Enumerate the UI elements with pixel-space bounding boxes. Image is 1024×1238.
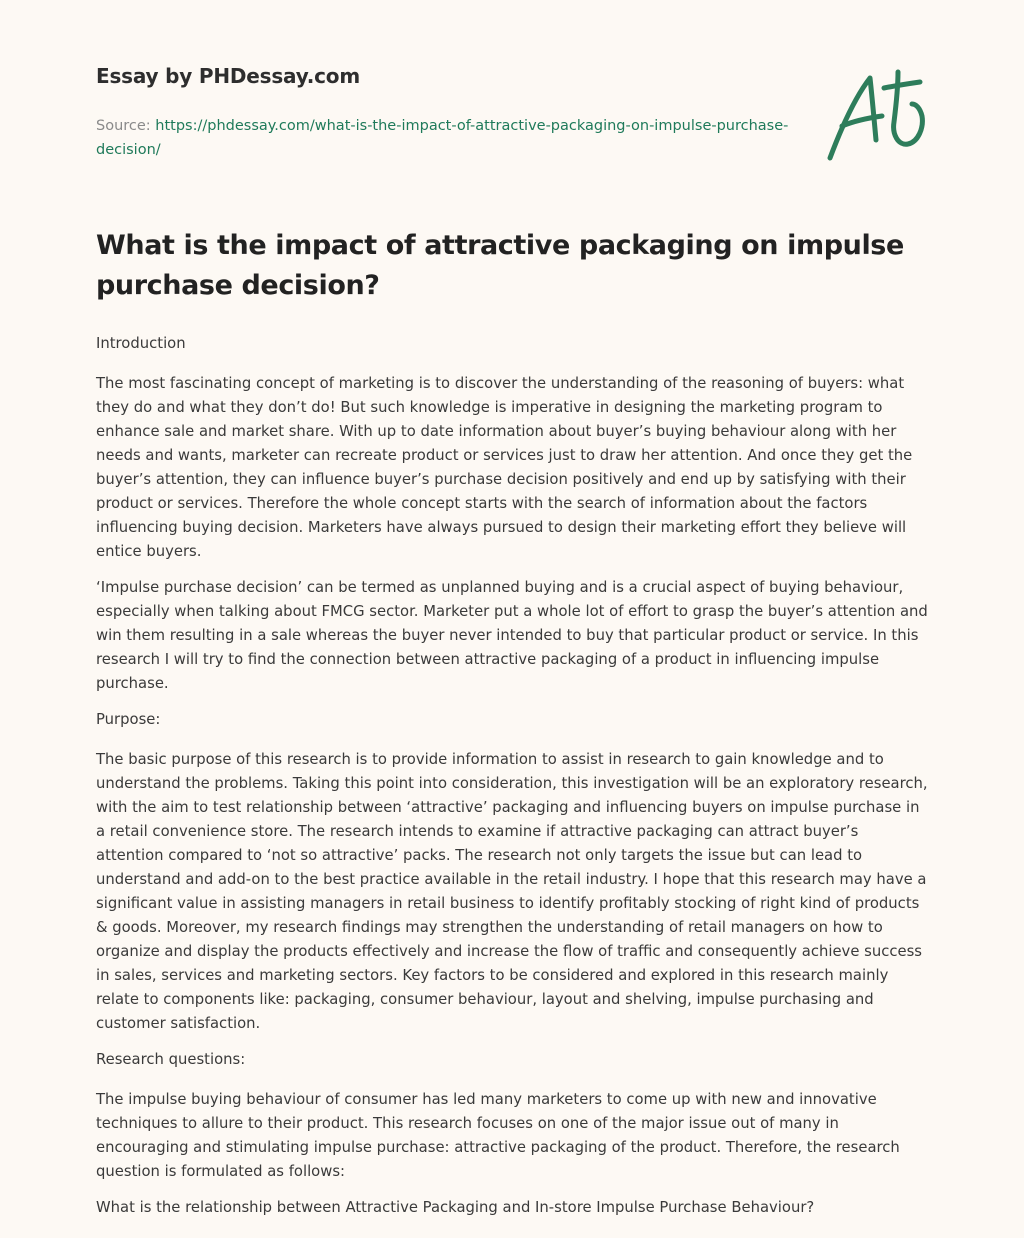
paragraph-impulse-purchase: ‘Impulse purchase decision’ can be termed as unplanned buying and is a crucial aspect of buying behaviour, especially when talking about FMCG sector. Marketer put a whole lot of effort to grasp the buyer’s attention and win them resulting in a sale whereas the buyer never intended to buy that particular product or service. In this research I will try to find the connection between attractive packaging of a product in influencing impulse purchase. [96, 579, 928, 692]
section-heading-introduction: Introduction [96, 335, 186, 352]
article-body [96, 332, 928, 1220]
section-heading-research-questions: Research questions: [96, 1051, 246, 1068]
page-header [96, 64, 796, 162]
paragraph-research-question: What is the relationship between Attractive Packaging and In-store Impulse Purchase Behaviour? [96, 1199, 815, 1216]
a-plus-logo-icon [820, 66, 932, 166]
page-title: What is the impact of attractive packaging on impulse purchase decision? [96, 230, 904, 301]
source-line [96, 114, 796, 162]
paragraph-intro: The most fascinating concept of marketing is to discover the understanding of the reasoning of buyers: what they do and what they don’t do! But such knowledge is imperative in designing the marketing program to enhance sale and market share. With up to date information about buyer’s buying behaviour along with her needs and wants, marketer can recreate product or services just to draw her attention. And once they get the buyer’s attention, they can influence buyer’s purchase decision positively and end up by satisfying with their product or services. Therefore the whole concept starts with the search of information about the factors influencing buying decision. Marketers have always pursued to design their marketing effort they believe will entice buyers. [96, 375, 913, 560]
article [96, 226, 928, 1232]
paragraph-research-questions: The impulse buying behaviour of consumer has led many marketers to come up with new and innovative techniques to allure to their product. This research focuses on one of the major issue out of many in encouraging and stimulating impulse purchase: attractive packaging of the product. Therefore, the research question is formulated as follows: [96, 1091, 900, 1180]
site-title: Essay by PHDessay.com [96, 64, 360, 88]
paragraph-purpose: The basic purpose of this research is to provide information to assist in research to gain knowledge and to understand the problems. Taking this point into consideration, this investigation will be an exploratory research, with the aim to test relationship between ‘attractive’ packaging and influencing buyers on impulse purchase in a retail convenience store. The research intends to examine if attractive packaging can attract buyer’s attention compared to ‘not so attractive’ packs. The research not only targets the issue but can lead to understand and add-on to the best practice available in the retail industry. I hope that this research may have a significant value in assisting managers in retail business to identify profitably stocking of right kind of products & goods. Moreover, my research findings may strengthen the understanding of retail managers on how to organize and display the products effectively and increase the flow of traffic and consequently achieve success in sales, services and marketing sectors. Key factors to be considered and explored in this research mainly relate to components like: packaging, consumer behaviour, layout and shelving, impulse purchasing and customer satisfaction. [96, 751, 928, 1032]
source-label: Source: [96, 118, 156, 134]
section-heading-purpose: Purpose: [96, 711, 161, 728]
source-link[interactable]: https://phdessay.com/what-is-the-impact-of-attractive-packaging-on-impulse-purchase-decision/ [96, 118, 789, 158]
